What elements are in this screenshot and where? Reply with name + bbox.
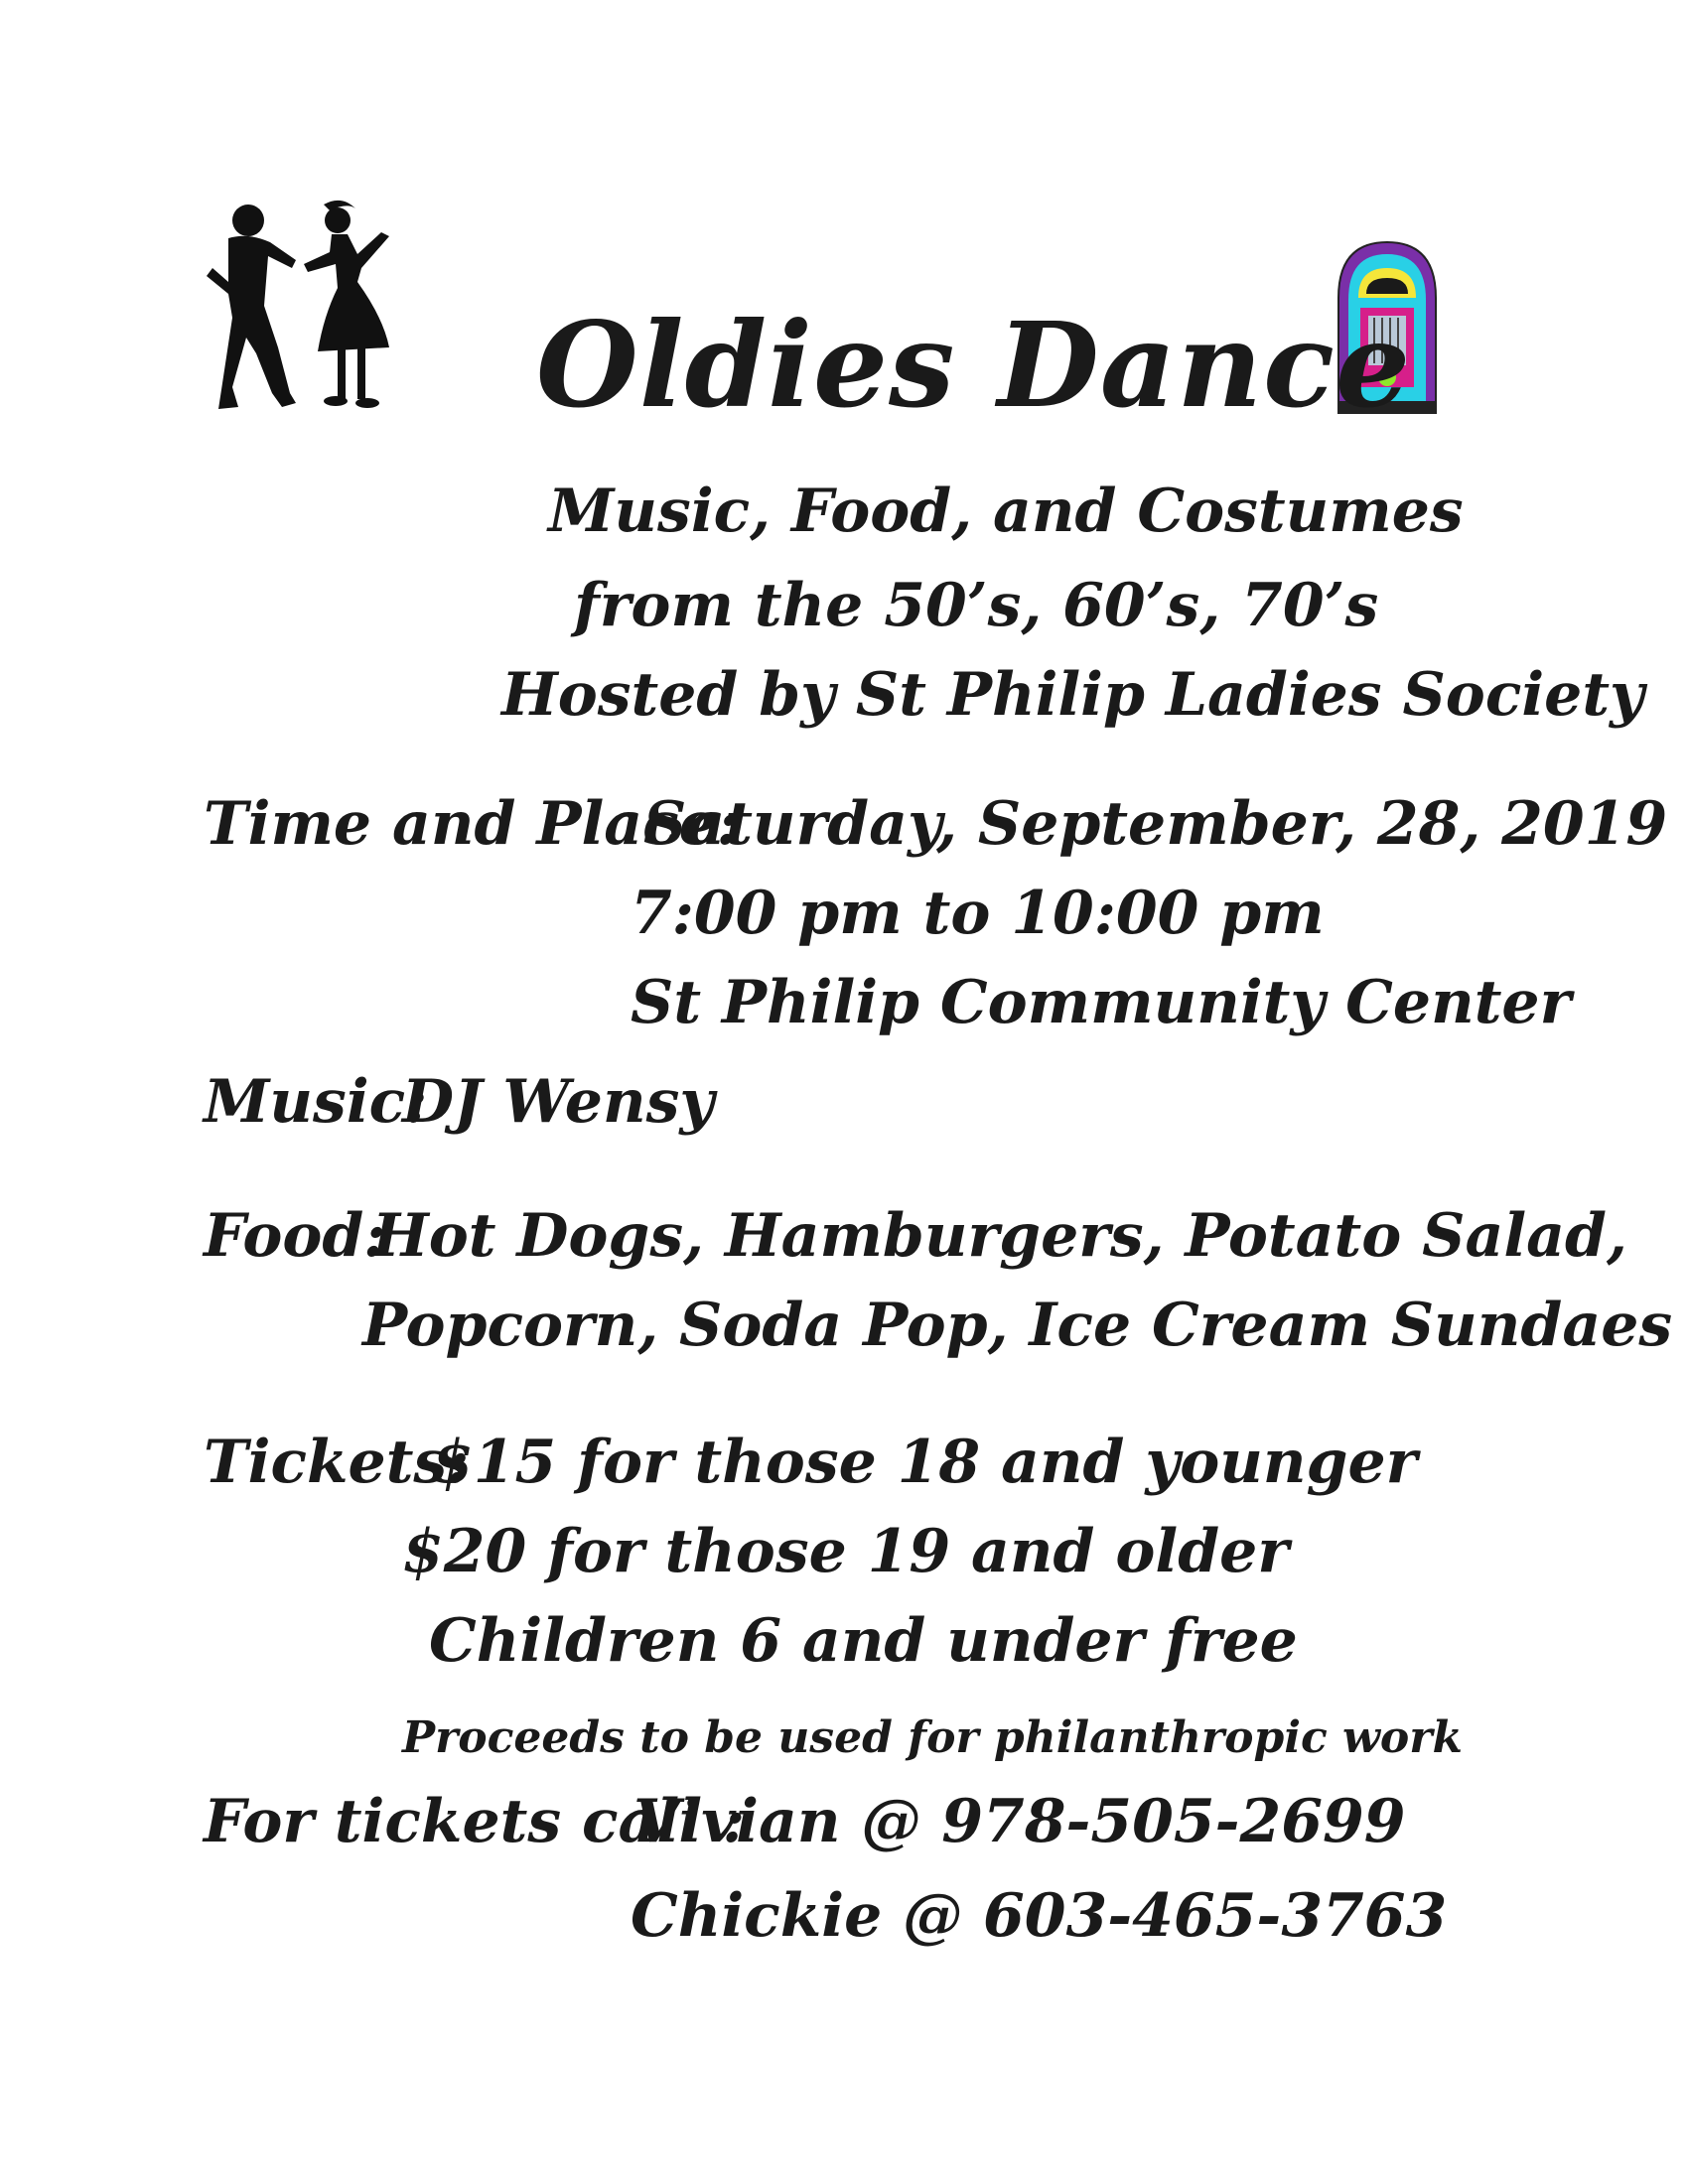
time-place-label: Time and Place: [204, 789, 739, 859]
food-line-2: Popcorn, Soda Pop, Ice Cream Sundaes [362, 1291, 1673, 1360]
event-time: 7:00 pm to 10:00 pm [631, 879, 1325, 948]
contact-label: For tickets call : [204, 1787, 746, 1856]
music-value: DJ Wensy [402, 1067, 715, 1137]
dancing-couple-icon [199, 199, 407, 422]
food-label: Food: [204, 1201, 386, 1271]
food-line-1: Hot Dogs, Hamburgers, Potato Salad, [372, 1201, 1627, 1271]
tickets-line-2: $20 for those 19 and older [402, 1517, 1289, 1586]
event-venue: St Philip Community Center [631, 968, 1572, 1037]
music-label: Music: [204, 1067, 428, 1137]
contact-line-1: Vivian @ 978-505-2699 [633, 1787, 1406, 1856]
tickets-line-1: $15 for those 18 and younger [432, 1428, 1418, 1497]
tickets-label: Tickets: [204, 1428, 470, 1497]
event-date: Saturday, September, 28, 2019 [643, 789, 1668, 859]
page-title: Oldies Dance [536, 296, 1412, 434]
subtitle-line-2: from the 50’s, 60’s, 70’s [574, 571, 1379, 640]
contact-line-2: Chickie @ 603-465-3763 [631, 1881, 1448, 1951]
subtitle-line-1: Music, Food, and Costumes [548, 477, 1464, 546]
proceeds-note: Proceeds to be used for philanthropic work [402, 1712, 1463, 1763]
subtitle-line-3: Hosted by St Philip Ladies Society [501, 660, 1644, 730]
tickets-line-3: Children 6 and under free [429, 1606, 1298, 1676]
